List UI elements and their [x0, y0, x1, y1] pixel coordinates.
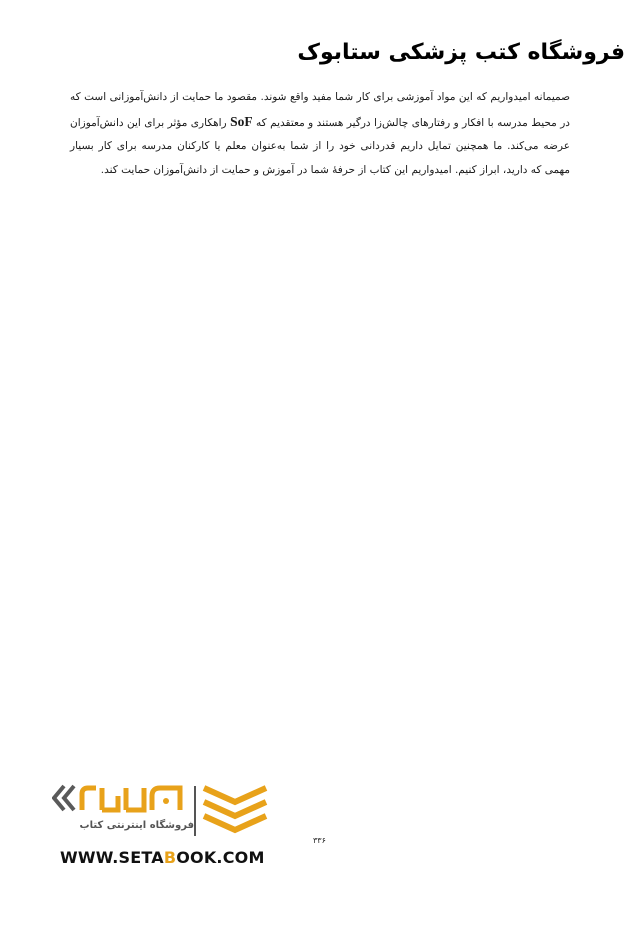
logo-divider [194, 786, 196, 836]
paragraph-text-part2: راهکاری مؤثر برای این دانش‌آموزان عرضه می‌کند. ما همچنین تمایل داریم قدردانی خود را از شما به‌عنوان معلم یا کارکنان مدرسه برای کار بسیار مهمی که دارید، ابراز کنیم. امیدواریم این کتاب از حرفهٔ شما در آموزش و حمایت از دانش‌آموزان حمایت کند. [70, 116, 570, 176]
body-paragraph [70, 86, 570, 182]
logo-tagline: فروشگاه اینترنتی کتاب [79, 820, 194, 831]
setabook-wordmark-icon [52, 780, 192, 816]
latin-term: SoF [230, 113, 253, 129]
paragraph-text-part1: صمیمانه امیدواریم که این مواد آموزشی برای کار شما مفید واقع شوند. مقصود ما حمایت از دانش‌آموزانی است که در محیط مدرسه با افکار و رفتارهای چالش‌زا درگیر هستند و معتقدیم که [70, 91, 570, 129]
url-part-3: OOK.COM [176, 848, 265, 867]
page-number: ۳۳۶ [313, 836, 326, 845]
website-url [60, 848, 290, 867]
url-part-1: WWW.SETA [60, 848, 164, 867]
setabook-logo [52, 776, 282, 876]
page-header-title: فروشگاه کتب پزشکی ستابوک [297, 40, 625, 65]
url-accent-letter: B [163, 848, 177, 867]
stacked-chevrons-logo-icon [200, 782, 270, 836]
